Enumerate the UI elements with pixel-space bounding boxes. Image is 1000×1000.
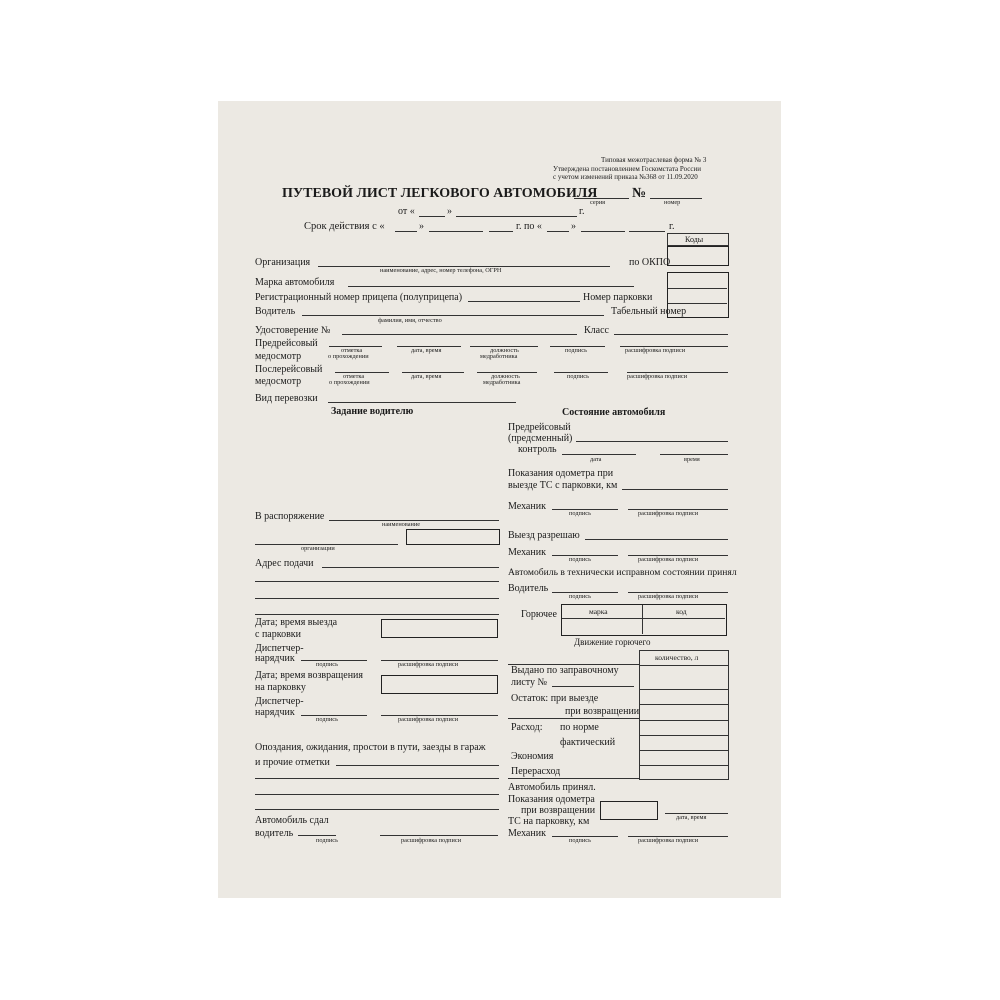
depart-label-2: с парковки	[255, 629, 302, 640]
fuel-table-col-divider	[642, 605, 643, 634]
fuel-table	[561, 604, 727, 636]
post-cap-sign: подпись	[567, 373, 589, 380]
handed-sign-caption: подпись	[316, 837, 338, 844]
validity-to-label: г. по «	[516, 221, 542, 232]
disposal-org-caption: организации	[301, 545, 335, 552]
precheck-time-field[interactable]	[660, 454, 728, 455]
transport-type-field[interactable]	[328, 402, 516, 403]
mechanic-3-label: Механик	[508, 828, 546, 839]
driver-label: Водитель	[255, 306, 296, 317]
form-approval-line: Утверждена постановлением Госкомстата России	[553, 165, 701, 173]
delays-label-1: Опоздания, ожидания, простои в пути, заезды в гараж	[255, 742, 486, 753]
economy-label: Экономия	[511, 751, 554, 762]
page-title: ПУТЕВОЙ ЛИСТ ЛЕГКОВОГО АВТОМОБИЛЯ	[282, 186, 598, 201]
pre-cap-position-2: медработника	[480, 353, 518, 360]
actual-label: фактический	[560, 737, 616, 748]
form-amendment-line: с учетом изменений приказа №368 от 11.09.2020	[553, 173, 698, 181]
precheck-date-field[interactable]	[562, 454, 636, 455]
disposal-label: В распоряжение	[255, 511, 325, 522]
transport-type-label: Вид перевозки	[255, 393, 318, 404]
post-cap-position-2: медработника	[483, 379, 521, 386]
fuel-movement-label: Движение горючего	[574, 637, 651, 647]
waybill-form-sheet	[218, 101, 781, 898]
remain-back-label: при возвращении	[565, 706, 640, 717]
date-day-field[interactable]	[419, 216, 445, 217]
pre-medical-label-2: медосмотр	[255, 351, 302, 362]
mechanic-1-sign-caption: подпись	[569, 510, 591, 517]
odometer-back-label-3: ТС на парковку, км	[508, 816, 590, 827]
dispatcher-2-label-1: Диспетчер-	[255, 696, 304, 707]
pre-cap-sign: подпись	[565, 347, 587, 354]
dispatcher-1-label-1: Диспетчер-	[255, 643, 304, 654]
mechanic-2-sign-caption: подпись	[569, 556, 591, 563]
trailer-field[interactable]	[468, 301, 580, 302]
qty-row-5	[640, 735, 728, 736]
trailer-label: Регистрационный номер прицепа (полуприцепа)	[255, 292, 463, 303]
return-datetime-box[interactable]	[381, 675, 498, 694]
dispatcher-2-decode-caption: расшифровка подписи	[398, 716, 459, 723]
organization-caption: наименование, адрес, номер телефона, ОГРН	[380, 267, 502, 274]
date-suffix: г.	[579, 206, 585, 217]
okpo-label: по ОКПО	[629, 257, 671, 268]
qty-row-6	[640, 750, 728, 751]
post-cap-position-1: должность	[491, 373, 520, 380]
driver-field[interactable]	[302, 315, 604, 316]
odometer-back-box[interactable]	[600, 801, 658, 820]
fuel-table-row-divider	[562, 618, 725, 619]
date-prefix: от «	[398, 206, 415, 217]
odometer-back-label-2: при возвращении	[521, 805, 596, 816]
number-sign: №	[632, 186, 647, 201]
pre-cap-decode: расшифровка подписи	[625, 347, 686, 354]
validity-label: Срок действия с «	[304, 221, 385, 232]
fuel-code-cell[interactable]	[644, 620, 724, 633]
driver-accept-label: Водитель	[508, 583, 549, 594]
address-field-1[interactable]	[322, 567, 499, 568]
car-brand-label: Марка автомобиля	[255, 277, 335, 288]
odometer-out-field[interactable]	[622, 489, 728, 490]
fuel-brand-cell[interactable]	[563, 620, 640, 633]
class-label: Класс	[584, 325, 609, 336]
delays-label-2: и прочие отметки	[255, 757, 330, 768]
validity-from-day[interactable]	[395, 231, 417, 232]
handed-label-1: Автомобиль сдал	[255, 815, 329, 826]
return-label-2: на парковку	[255, 682, 306, 693]
license-field[interactable]	[342, 334, 577, 335]
dispatcher-1-decode-caption: расшифровка подписи	[398, 661, 459, 668]
delays-field-4[interactable]	[255, 809, 499, 810]
series-caption: серия	[590, 199, 606, 206]
pre-cap-mark-1: отметка	[341, 347, 363, 354]
mechanic-3-sign-caption: подпись	[569, 837, 591, 844]
depart-datetime-box[interactable]	[381, 619, 498, 638]
precheck-time-caption: время	[684, 456, 700, 463]
fuel-label: Горючее	[521, 609, 557, 620]
quantity-header: количество, л	[655, 653, 699, 662]
return-label-1: Дата; время возвращения	[255, 670, 364, 681]
overuse-label: Перерасход	[511, 766, 561, 777]
qty-row-2	[640, 689, 728, 690]
handed-sign-field[interactable]	[298, 835, 336, 836]
handed-decode-caption: расшифровка подписи	[401, 837, 462, 844]
validity-suffix: г.	[669, 221, 675, 232]
precheck-label-1: Предрейсовый	[508, 422, 571, 433]
dispatcher-1-sign-caption: подпись	[316, 661, 338, 668]
mechanic-1-label: Механик	[508, 501, 546, 512]
validity-from-year[interactable]	[489, 231, 513, 232]
address-label: Адрес подачи	[255, 558, 314, 569]
car-brand-field[interactable]	[348, 286, 634, 287]
fuel-left-divider-mid	[508, 718, 639, 719]
date-quote: »	[447, 206, 452, 217]
date-year-field[interactable]	[551, 216, 577, 217]
precheck-field[interactable]	[576, 441, 728, 442]
disposal-name-caption: наименование	[382, 521, 421, 528]
car-accepted-label: Автомобиль принял.	[508, 782, 596, 793]
issued-number-field[interactable]	[552, 686, 634, 687]
validity-quote-1: »	[419, 221, 424, 232]
driver-accept-decode-caption: расшифровка подписи	[638, 593, 699, 600]
tab-number-label: Табельный номер	[611, 306, 687, 317]
pre-cap-mark-2: о прохождении	[328, 353, 369, 360]
depart-label-1: Дата; время выезда	[255, 617, 338, 628]
license-label: Удостоверение №	[255, 325, 331, 336]
handed-label-2: водитель	[255, 828, 294, 839]
validity-to-year[interactable]	[629, 231, 665, 232]
precheck-label-2: (предсменный)	[508, 433, 573, 444]
odometer-out-label-1: Показания одометра при	[508, 468, 614, 479]
fuel-code-header: код	[676, 607, 687, 616]
disposal-code-box[interactable]	[406, 529, 500, 545]
delays-field-2[interactable]	[255, 778, 499, 779]
class-field[interactable]	[614, 334, 728, 335]
validity-to-day[interactable]	[547, 231, 569, 232]
organization-label: Организация	[255, 257, 311, 268]
mechanic-3-decode-caption: расшифровка подписи	[638, 837, 699, 844]
qty-row-4	[640, 720, 728, 721]
qty-row-3	[640, 704, 728, 705]
codes-header: Коды	[685, 235, 704, 244]
pre-cap-position-1: должность	[490, 347, 519, 354]
fuel-left-divider-bottom	[508, 778, 639, 779]
form-type-line: Типовая межотраслевая форма № 3	[601, 156, 707, 164]
validity-to-month[interactable]	[581, 231, 625, 232]
codes-divider-2	[668, 303, 727, 304]
pre-medical-label-1: Предрейсовый	[255, 338, 318, 349]
departure-allowed-label: Выезд разрешаю	[508, 530, 580, 541]
consumption-label: Расход:	[511, 722, 543, 733]
mechanic-1-decode-caption: расшифровка подписи	[638, 510, 699, 517]
driver-accept-sign-caption: подпись	[569, 593, 591, 600]
vehicle-state-heading: Состояние автомобиля	[562, 407, 666, 418]
address-field-4[interactable]	[255, 614, 499, 615]
accepted-ok-label: Автомобиль в технически исправном состоянии принял	[508, 567, 737, 578]
validity-from-month[interactable]	[429, 231, 483, 232]
post-cap-mark-2: о прохождении	[329, 379, 370, 386]
mechanic-2-decode-caption: расшифровка подписи	[638, 556, 699, 563]
post-cap-mark-1: отметка	[343, 373, 365, 380]
driver-task-heading: Задание водителю	[331, 406, 414, 417]
issued-label-2: листу №	[511, 677, 548, 688]
precheck-date-caption: дата	[590, 456, 602, 463]
post-cap-decode: расшифровка подписи	[627, 373, 688, 380]
number-caption: номер	[664, 199, 681, 206]
norm-label: по норме	[560, 722, 599, 733]
issued-label-1: Выдано по заправочному	[511, 665, 619, 676]
fuel-movement-table	[639, 650, 729, 780]
okpo-code-box[interactable]	[667, 246, 729, 266]
delays-field-1[interactable]	[336, 765, 499, 766]
remain-out-label: Остаток: при выезде	[511, 693, 599, 704]
codes-header-cell	[667, 233, 729, 246]
mechanic-2-label: Механик	[508, 547, 546, 558]
precheck-label-3: контроль	[518, 444, 557, 455]
parking-number-label: Номер парковки	[583, 292, 653, 303]
post-cap-datetime: дата, время	[411, 373, 442, 380]
qty-row-7	[640, 765, 728, 766]
qty-row-1	[640, 665, 728, 666]
odometer-back-label-1: Показания одометра	[508, 794, 595, 805]
departure-allowed-field[interactable]	[585, 539, 728, 540]
dispatcher-1-label-2: нарядчик	[255, 653, 295, 664]
driver-caption: фамилия, имя, отчество	[378, 317, 442, 324]
post-medical-label-2: медосмотр	[255, 376, 302, 387]
codes-divider-1	[668, 288, 727, 289]
odometer-back-datetime-caption: дата, время	[676, 814, 707, 821]
address-field-3[interactable]	[255, 598, 499, 599]
odometer-out-label-2: выезде ТС с парковки, км	[508, 480, 618, 491]
pre-cap-datetime: дата, время	[411, 347, 442, 354]
validity-quote-2: »	[571, 221, 576, 232]
handed-decode-field[interactable]	[380, 835, 498, 836]
address-field-2[interactable]	[255, 581, 499, 582]
dispatcher-2-sign-caption: подпись	[316, 716, 338, 723]
fuel-brand-header: марка	[589, 607, 608, 616]
post-medical-label-1: Послерейсовый	[255, 364, 323, 375]
delays-field-3[interactable]	[255, 794, 499, 795]
dispatcher-2-label-2: нарядчик	[255, 707, 295, 718]
